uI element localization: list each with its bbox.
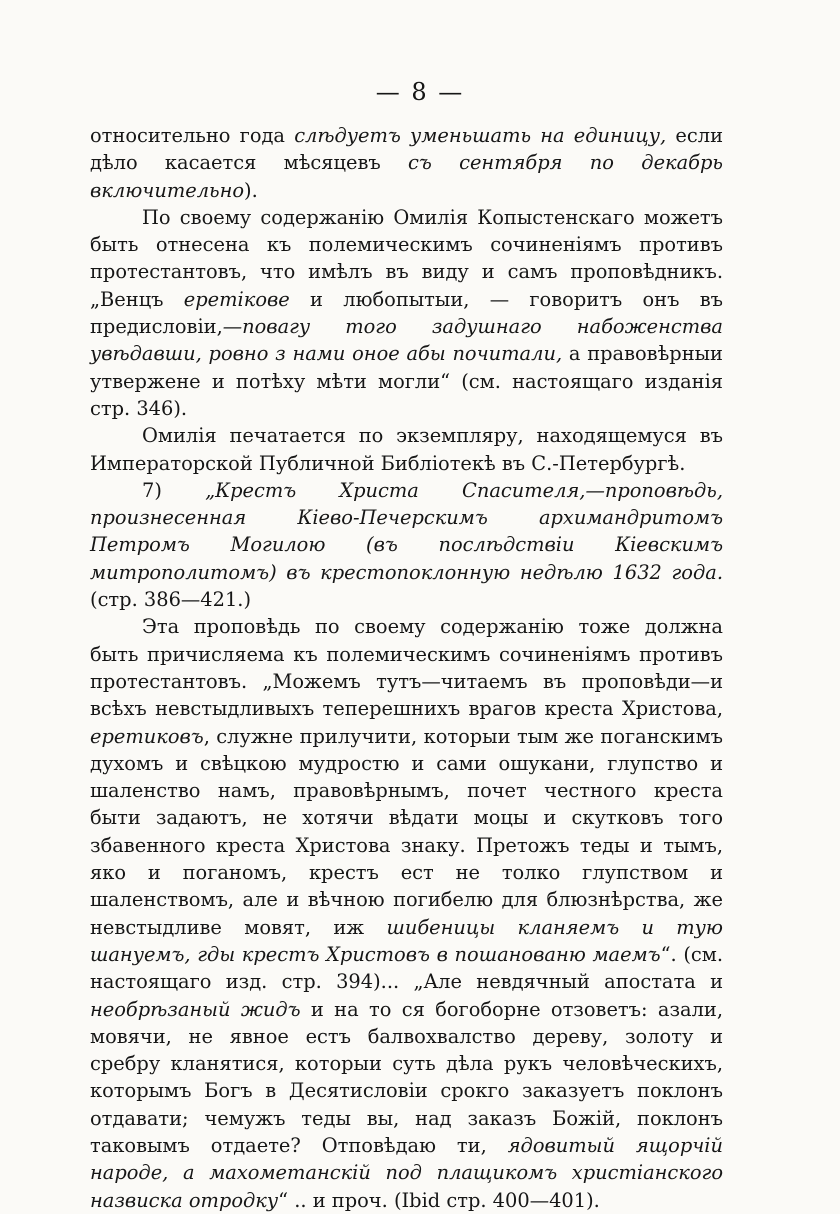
text-run: (стр. 386—421.) xyxy=(90,588,252,612)
body-text xyxy=(90,122,723,1214)
text-run: По своему содержанію Омилія Копыстенскаго можетъ быть отнесена къ полемическимъ сочиненіямъ противъ протестантовъ, что имѣлъ въ виду и самъ проповѣдникъ. „Венцъ xyxy=(90,205,723,311)
text-run: “ .. и проч. (Ibid стр. 400—401). xyxy=(278,1188,600,1212)
italic-run: еретікове xyxy=(183,287,290,311)
text-run: и любопытыи, — говоритъ онъ въ предисловіи, xyxy=(90,287,723,339)
text-run: Омилія печатается по экземпляру, находящемуся въ Императорской Публичной Библіотекѣ въ С.-Петербургѣ. xyxy=(90,424,723,475)
italic-run: еретиковъ xyxy=(90,724,204,748)
paragraph-4 xyxy=(90,477,723,613)
text-run: относительно года xyxy=(90,124,295,147)
italic-run: шибеницы кланяемъ и тую шануемъ, гды крестъ Христовъ в пошанованю маемъ xyxy=(90,915,723,966)
paragraph-5 xyxy=(90,613,723,1214)
text-run: , служне прилучити, которыи тым же поганскимъ духомъ и свѣцкою мудростю и сами ошукани, глупство и шаленство намъ, правовѣрнымъ, почет честного креста быти задаютъ, не хотячи вѣдати моцы и скутковъ того збавенного креста Христова знаку. Претожъ теды и тымъ, яко и поганомъ, крестъ ест не толко глупством и шаленствомъ, але и вѣчною погибелю для блюзнѣрства, же невстыдливе мовят, иж xyxy=(90,724,723,939)
italic-run: ядовитый ящорчій народе, а махометанскій под плащикомъ христіанского назвиска отродку xyxy=(90,1133,723,1212)
italic-run: необрѣзаный жидъ xyxy=(90,997,301,1021)
text-run: “. (см. настоящаго изд. стр. 394)... „Але невдячный апостата и xyxy=(90,942,723,994)
paragraph-1 xyxy=(90,122,723,204)
text-run: ). xyxy=(244,178,258,202)
italic-run: съ сентября по декабрь включительно xyxy=(90,151,723,202)
text-run: если дѣло касается мѣсяцевъ xyxy=(90,124,723,175)
text-run: и на то ся богоборне отзоветъ: азали, мовячи, не явное естъ балвохвалство дереву, золоту и сребру кланятися, которыи суть дѣла рукъ человѣческихъ, которымъ Богъ в Десятисловіи срокго заказуетъ поклонъ отдавати; чемужъ теды вы, над заказъ Божій, поклонъ таковымъ отдаете? Отповѣдаю ти, xyxy=(90,997,723,1157)
text-run: Эта проповѣдь по своему содержанію тоже должна быть причисляема къ полемическимъ сочиненіямъ противъ протестантовъ. „Можемъ тутъ—читаемъ въ проповѣди—и всѣхъ невстыдливыхъ теперешнихъ врагов креста Христова, xyxy=(90,615,723,721)
paragraph-2 xyxy=(90,204,723,422)
paragraph-3 xyxy=(90,422,723,477)
page-number: — 8 — xyxy=(375,78,465,106)
text-run: 7) xyxy=(142,478,206,502)
italic-run: „Крестъ Христа Спасителя,—проповѣдь, произнесенная Кіево-Печерскимъ архимандритомъ Петромъ Могилою (въ послѣдствіи Кіевскимъ митрополитомъ) въ крестопоклонную недѣлю 1632 года. xyxy=(90,478,723,584)
italic-run: слѣдуетъ уменьшать на единицу, xyxy=(294,124,667,147)
text-run: а правовѣрныи утвержене и потѣху мѣти могли“ (см. настоящаго изданія стр. 346). xyxy=(90,342,723,420)
italic-run: —повагу того задушнаго набоженства увѣдавши, ровно з нами оное абы почитали, xyxy=(90,315,723,366)
